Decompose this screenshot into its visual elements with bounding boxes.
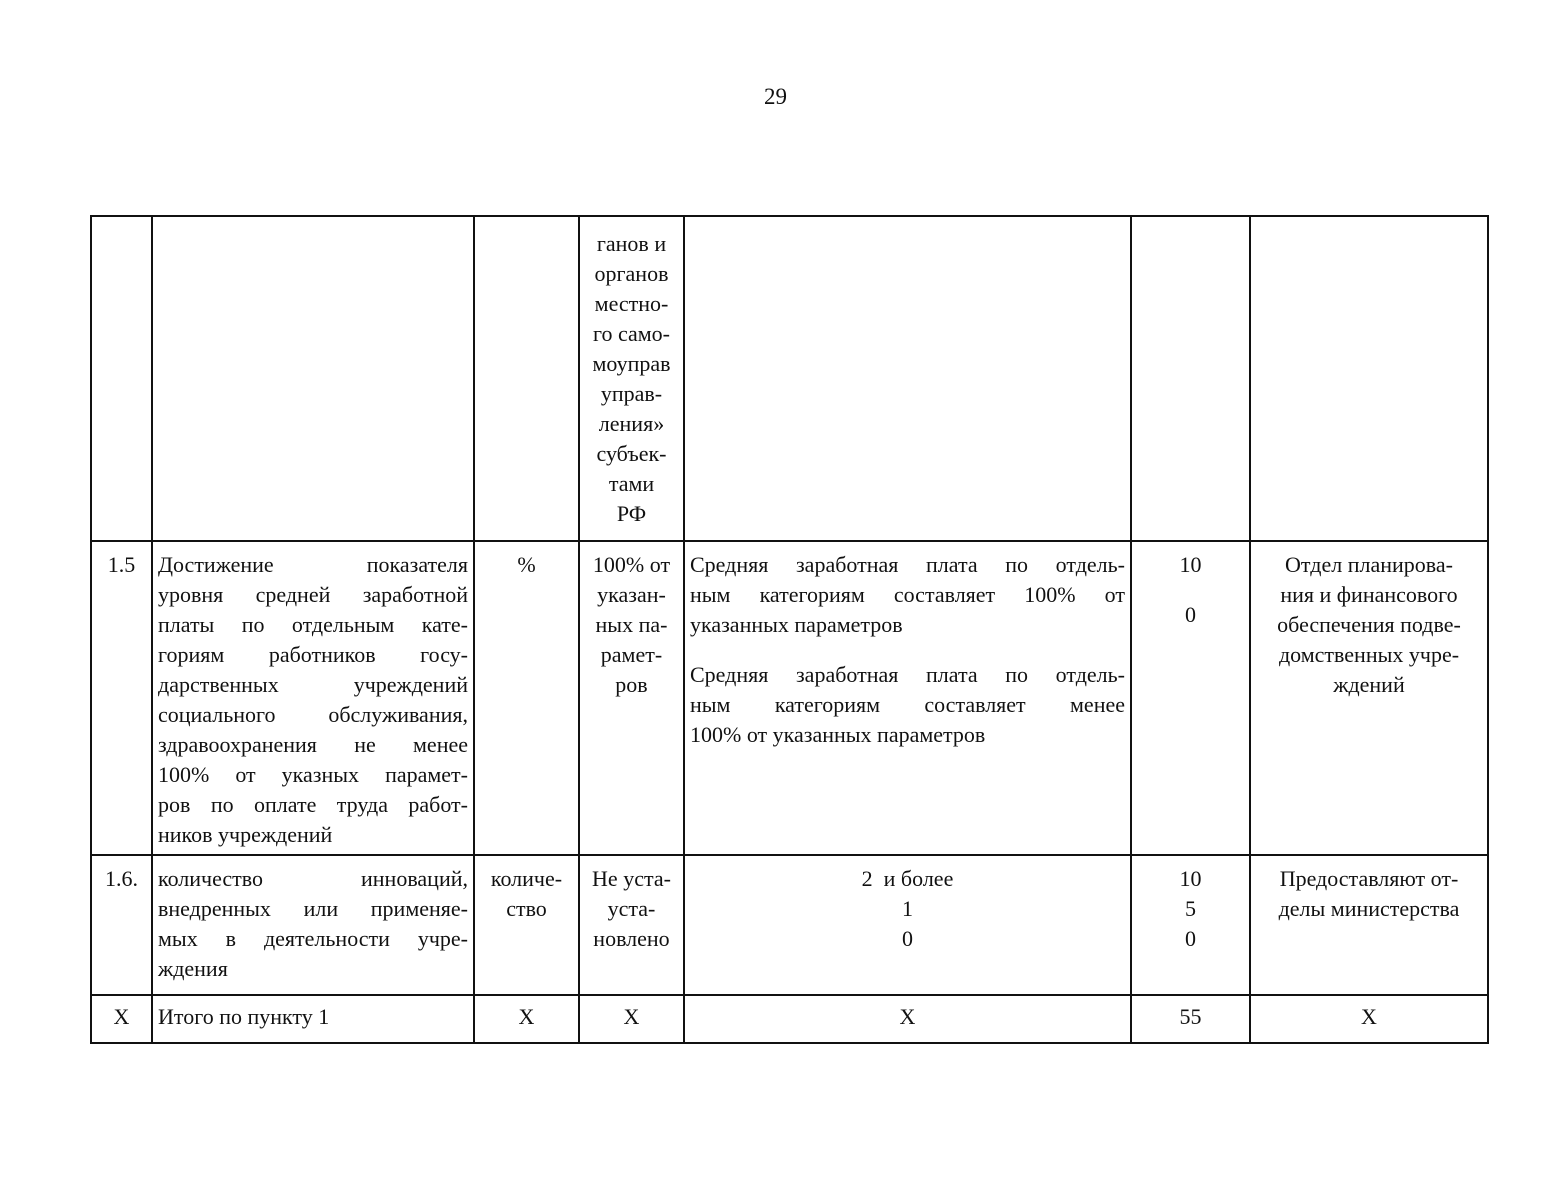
cell-indicator xyxy=(152,855,474,995)
text-line: ганов и xyxy=(596,231,667,256)
cell-indicator xyxy=(152,216,474,541)
cell-target: Х xyxy=(579,995,684,1043)
score-value: 0 xyxy=(1185,602,1196,627)
text-line: рамет- xyxy=(600,642,663,667)
text-line: дарственных учреждений xyxy=(158,672,468,697)
text-line: Отдел планирова- xyxy=(1285,552,1453,577)
text-line: ных па- xyxy=(595,612,668,637)
text-line: внедренных или применяе- xyxy=(158,896,468,921)
cell-score xyxy=(1131,216,1250,541)
cell-unit xyxy=(474,216,579,541)
text-line: мых в деятельности учре- xyxy=(158,926,468,951)
cell-indicator xyxy=(152,541,474,855)
text-line: субъек- xyxy=(596,441,667,466)
text-line: ждения xyxy=(158,956,228,981)
cell-source xyxy=(1250,541,1488,855)
page-number: 29 xyxy=(764,84,787,109)
text-line: количество инноваций, xyxy=(158,866,468,891)
text-line: РФ xyxy=(616,501,647,526)
cell-unit: % xyxy=(474,541,579,855)
cell-source xyxy=(1250,216,1488,541)
score-value: 10 xyxy=(1179,552,1202,577)
text-line: моуправ xyxy=(592,351,671,376)
text-line: Средняя заработная плата по отдель- xyxy=(690,662,1125,687)
text-line: ров xyxy=(615,672,648,697)
cell-source: Х xyxy=(1250,995,1488,1043)
cell-target xyxy=(579,855,684,995)
text-line: указанных параметров xyxy=(690,612,903,637)
text-line: управ- xyxy=(600,381,663,406)
cell-condition: Х xyxy=(684,995,1131,1043)
text-line: Предоставляют от- xyxy=(1279,866,1459,891)
text-line: указан- xyxy=(597,582,666,607)
text-line: уровня средней заработной xyxy=(158,582,468,607)
cell-condition xyxy=(684,216,1131,541)
paragraph-gap xyxy=(690,640,1125,660)
cell-score xyxy=(1131,855,1250,995)
text-line: тами xyxy=(608,471,655,496)
cell-num xyxy=(91,216,152,541)
cell-target-continuation xyxy=(579,216,684,541)
cell-unit xyxy=(474,855,579,995)
cell-target xyxy=(579,541,684,855)
text-line: обеспечения подве- xyxy=(1277,612,1461,637)
text-line: 1 xyxy=(902,896,913,921)
text-line: органов xyxy=(594,261,669,286)
text-line: делы министерства xyxy=(1278,896,1460,921)
text-line: уста- xyxy=(607,896,656,921)
text-line: ждений xyxy=(1333,672,1405,697)
text-line: Средняя заработная плата по отдель- xyxy=(690,552,1125,577)
text-line: платы по отдельным кате- xyxy=(158,612,468,637)
text-line: 0 xyxy=(902,926,913,951)
text-line: ство xyxy=(506,896,547,921)
text-line: ления» xyxy=(598,411,665,436)
text-line: ния и финансового xyxy=(1280,582,1458,607)
indicators-table xyxy=(90,215,1489,1044)
table-row-1-5 xyxy=(91,541,1488,855)
text-line: ным категориям составляет менее xyxy=(690,692,1125,717)
table-row-1-6 xyxy=(91,855,1488,995)
text-line: новлено xyxy=(593,926,670,951)
cell-unit: Х xyxy=(474,995,579,1043)
cell-num: Х xyxy=(91,995,152,1043)
text-line: ным категориям составляет 100% от xyxy=(690,582,1125,607)
text-line: домственных учре- xyxy=(1278,642,1460,667)
score-value: 10 xyxy=(1179,866,1202,891)
paragraph-gap xyxy=(1137,580,1244,600)
table-row-total xyxy=(91,995,1488,1043)
text-line: Достижение показателя xyxy=(158,552,468,577)
score-value: 0 xyxy=(1185,926,1196,951)
text-line: здравоохранения не менее xyxy=(158,732,468,757)
cell-total-label: Итого по пункту 1 xyxy=(152,995,474,1043)
text-line: 100% от указных парамет- xyxy=(158,762,468,787)
cell-score xyxy=(1131,541,1250,855)
text-line: местно- xyxy=(594,291,669,316)
cell-num: 1.6. xyxy=(91,855,152,995)
text-line: го само- xyxy=(592,321,671,346)
text-line: Не уста- xyxy=(592,866,671,891)
table-row-continuation xyxy=(91,216,1488,541)
cell-num: 1.5 xyxy=(91,541,152,855)
cell-condition xyxy=(684,855,1131,995)
cell-total-score: 55 xyxy=(1131,995,1250,1043)
text-line: 100% от указанных параметров xyxy=(690,722,986,747)
text-line: гориям работников госу- xyxy=(158,642,468,667)
score-value: 5 xyxy=(1185,896,1196,921)
text-line: 100% от xyxy=(592,552,671,577)
text-line: социального обслуживания, xyxy=(158,702,468,727)
text-line: 2 и более xyxy=(861,866,954,891)
cell-source xyxy=(1250,855,1488,995)
text-line: количе- xyxy=(490,866,563,891)
text-line: ников учреждений xyxy=(158,822,333,847)
text-line: ров по оплате труда работ- xyxy=(158,792,468,817)
cell-condition xyxy=(684,541,1131,855)
